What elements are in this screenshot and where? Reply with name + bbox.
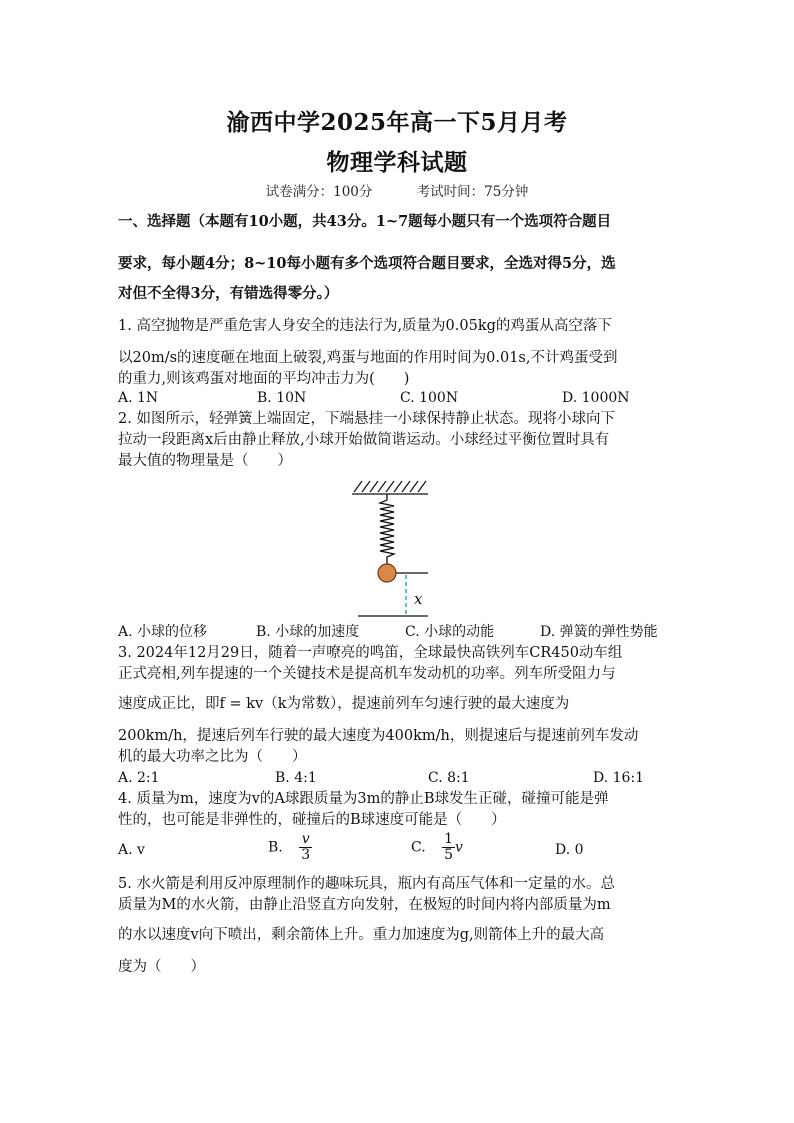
- q4-line1: 4. 质量为m，速度为v的A球跟质量为3m的静止B球发生正碰，碰撞可能是弹: [118, 791, 609, 807]
- q2-option-b: B. 小球的加速度: [256, 624, 360, 640]
- q3-line1: 3. 2024年12月29日，随着一声嘹亮的鸣笛，全球最快高铁列车CR450动车组: [118, 645, 623, 661]
- q5-line4: 度为（ ）: [118, 959, 205, 975]
- exam-time: 考试时间：75分钟: [416, 184, 529, 200]
- q4-line2: 性的，也可能是非弹性的，碰撞后的B球速度可能是（ ）: [118, 812, 506, 828]
- full-score: 试卷满分：100分: [265, 184, 373, 200]
- q4-option-b-fraction: [299, 832, 312, 863]
- q1-option-c: C. 100N: [400, 390, 459, 406]
- section-heading-line3: 对但不全得3分，有错选得零分。）: [118, 285, 339, 302]
- q3-option-c: C. 8:1: [428, 770, 470, 786]
- exam-meta: [0, 180, 794, 200]
- q1-option-b: B. 10N: [257, 390, 307, 406]
- q1-line1: 1. 高空抛物是严重危害人身安全的违法行为,质量为0.05kg的鸡蛋从高空落下: [118, 318, 612, 334]
- q4-option-a: A. v: [118, 842, 145, 858]
- q2-option-c: C. 小球的动能: [405, 624, 495, 640]
- q3-option-a: A. 2:1: [118, 770, 160, 786]
- q4-option-d: D. 0: [555, 842, 584, 858]
- q2-line3: 最大值的物理量是（ ）: [118, 453, 292, 469]
- q1-option-a: A. 1N: [118, 390, 159, 406]
- ball: [378, 564, 396, 582]
- q4-option-c-denominator: 5: [444, 847, 454, 863]
- q3-option-b: B. 4:1: [275, 770, 317, 786]
- q2-line1: 2. 如图所示，轻弹簧上端固定，下端悬挂一小球保持静止状态。现将小球向下: [118, 411, 615, 427]
- exam-title: 渝西中学2025年高一下5月月考: [226, 109, 568, 136]
- spring-ball-figure: [350, 478, 450, 620]
- q4-option-c-suffix: v: [455, 839, 463, 856]
- ceiling-hatch: [352, 481, 428, 494]
- spring: [380, 494, 394, 564]
- q2-option-d: D. 弹簧的弹性势能: [540, 624, 658, 640]
- q5-line1: 5. 水火箭是利用反冲原理制作的趣味玩具，瓶内有高压气体和一定量的水。总: [118, 876, 615, 892]
- q3-line2: 正式亮相,列车提速的一个关键技术是提高机车发动机的功率。列车所受阻力与: [118, 666, 616, 682]
- q4-option-c-prefix: C.: [411, 839, 426, 856]
- q4-option-c-numerator: 1: [444, 831, 454, 847]
- q3-line5: 机的最大功率之比为（ ）: [118, 749, 307, 765]
- q5-line2: 质量为M的水火箭，由静止沿竖直方向发射，在极短的时间内将内部质量为m: [118, 897, 611, 913]
- q4-option-b-denominator: 3: [301, 847, 311, 863]
- subject-title: 物理学科试题: [326, 149, 468, 176]
- q4-option-c: [411, 832, 463, 863]
- q1-option-d: D. 1000N: [562, 390, 630, 406]
- q2-line2: 拉动一段距离x后由静止释放,小球开始做简谐运动。小球经过平衡位置时具有: [118, 432, 610, 448]
- x-label: x: [414, 590, 423, 608]
- q3-line3: 速度成正比，即f = kv（k为常数），提速前列车匀速行驶的最大速度为: [118, 696, 570, 712]
- q4-option-c-fraction: [442, 832, 455, 863]
- q3-line4: 200km/h，提速后列车行驶的最大速度为400km/h，则提速后与提速前列车发动: [118, 728, 639, 744]
- q2-option-a: A. 小球的位移: [118, 624, 208, 640]
- section-heading-line2: 要求，每小题4分；8~10每小题有多个选项符合题目要求，全选对得5分，选: [118, 255, 616, 272]
- q1-line3: 的重力,则该鸡蛋对地面的平均冲击力为( ): [118, 371, 410, 387]
- q4-option-b: [268, 832, 312, 863]
- q5-line3: 的水以速度v向下喷出，剩余箭体上升。重力加速度为g,则箭体上升的最大高: [118, 927, 605, 943]
- q4-option-b-numerator: v: [299, 832, 312, 848]
- q4-option-b-prefix: B.: [268, 839, 283, 856]
- q3-option-d: D. 16:1: [593, 770, 645, 786]
- q1-line2: 以20m/s的速度砸在地面上破裂,鸡蛋与地面的作用时间为0.01s,不计鸡蛋受到: [118, 350, 618, 366]
- section-heading-line1: 一、选择题（本题有10小题，共43分。1~7题每小题只有一个选项符合题目: [118, 213, 612, 230]
